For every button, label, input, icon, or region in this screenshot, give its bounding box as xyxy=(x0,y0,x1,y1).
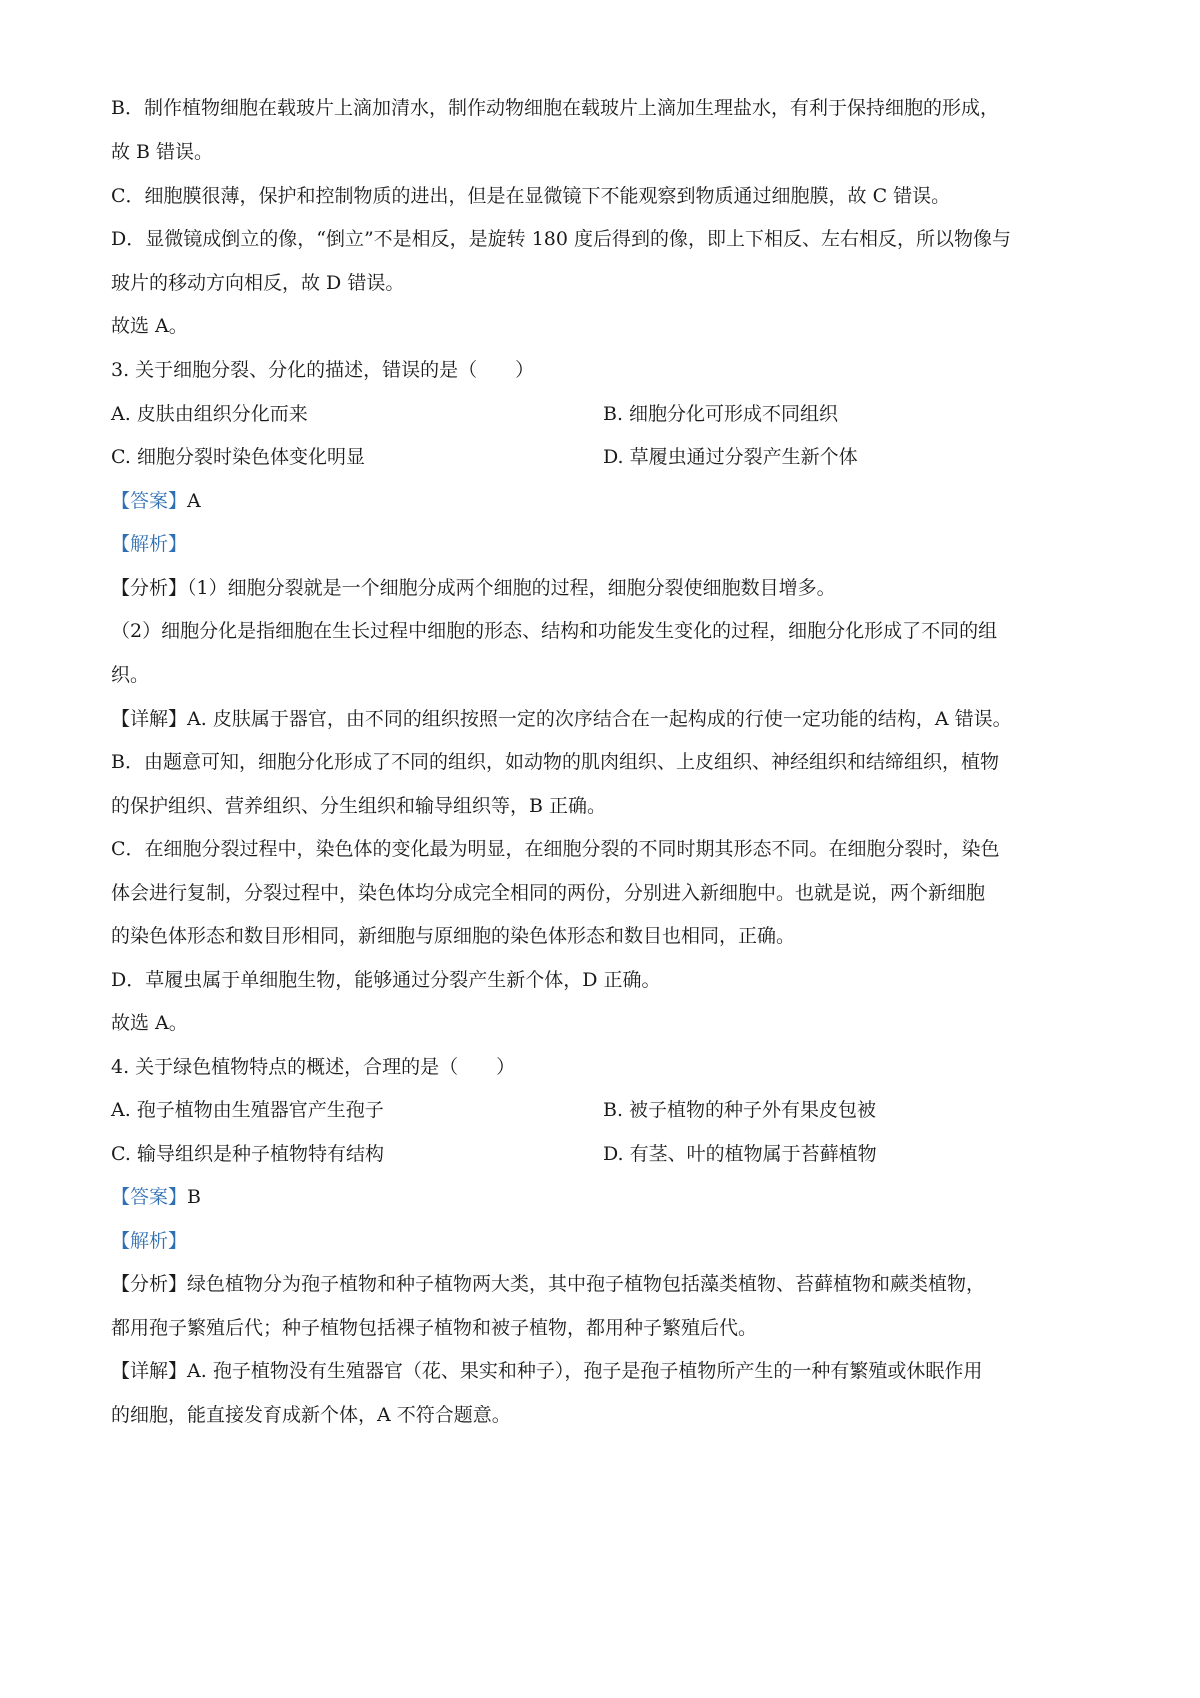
analysis-tag: 【解析】 xyxy=(111,533,188,555)
question-3-option-d: D. 草履虫通过分裂产生新个体 xyxy=(603,446,858,468)
question-4-analysis-heading xyxy=(111,1228,1096,1254)
fenxi-text: （1）细胞分裂就是一个细胞分成两个细胞的过程，细胞分裂使细胞数目增多。 xyxy=(187,577,836,599)
text-line: D．显微镜成倒立的像，“倒立”不是相反，是旋转 180 度后得到的像，即上下相反、左右相反，所以物像与 xyxy=(111,228,1012,250)
text-line: C．在细胞分裂过程中，染色体的变化最为明显，在细胞分裂的不同时期其形态不同。在细胞分裂时，染色 xyxy=(111,838,1000,860)
answer-value: A xyxy=(187,490,201,512)
text-line: 体会进行复制，分裂过程中，染色体均分成完全相同的两份，分别进入新细胞中。也就是说，两个新细胞 xyxy=(111,882,986,904)
question-4-xiangjie-cont: 的细胞，能直接发育成新个体，A 不符合题意。 xyxy=(111,1404,511,1426)
text-line: 故 B 错误。 xyxy=(111,141,214,163)
answer-tag: 【答案】 xyxy=(111,490,188,512)
question-4-xiangjie-a xyxy=(111,1358,1096,1384)
text-line: B．由题意可知，细胞分化形成了不同的组织，如动物的肌肉组织、上皮组织、神经组织和结缔组织，植物 xyxy=(111,751,999,773)
fenxi-tag: 【分析】 xyxy=(111,577,188,599)
question-4-option-b: B. 被子植物的种子外有果皮包被 xyxy=(603,1099,877,1121)
answer-tag: 【答案】 xyxy=(111,1186,188,1208)
analysis-tag: 【解析】 xyxy=(111,1230,188,1252)
question-4-option-c: C. 输导组织是种子植物特有结构 xyxy=(111,1143,384,1165)
question-3-fenxi-1 xyxy=(111,575,1096,601)
xiangjie-tag: 【详解】 xyxy=(111,708,188,730)
question-3-option-b: B. 细胞分化可形成不同组织 xyxy=(603,403,839,425)
text-line: B．制作植物细胞在载玻片上滴加清水，制作动物细胞在载玻片上滴加生理盐水，有利于保持细胞的形成， xyxy=(111,97,999,119)
fenxi-text: 绿色植物分为孢子植物和种子植物两大类，其中孢子植物包括藻类植物、苔藓植物和蕨类植物， xyxy=(187,1273,986,1295)
xiangjie-text: A. 皮肤属于器官，由不同的组织按照一定的次序结合在一起构成的行使一定功能的结构，A 错误。 xyxy=(187,708,1012,730)
answer-value: B xyxy=(187,1186,201,1208)
xiangjie-text: A. 孢子植物没有生殖器官（花、果实和种子），孢子是孢子植物所产生的一种有繁殖或休眠作用 xyxy=(187,1360,983,1382)
question-3-stem: 3. 关于细胞分裂、分化的描述，错误的是（ ） xyxy=(111,359,535,381)
text-line: 的染色体形态和数目形相同，新细胞与原细胞的染色体形态和数目也相同，正确。 xyxy=(111,925,796,947)
fenxi-tag: 【分析】 xyxy=(111,1273,188,1295)
text-line: D．草履虫属于单细胞生物，能够通过分裂产生新个体，D 正确。 xyxy=(111,969,661,991)
question-3-xiangjie-a xyxy=(111,706,1096,732)
question-4-fenxi xyxy=(111,1271,1096,1297)
question-3-answer xyxy=(111,488,1096,514)
question-4-option-a: A. 孢子植物由生殖器官产生孢子 xyxy=(111,1099,384,1121)
question-4-fenxi-cont: 都用孢子繁殖后代；种子植物包括裸子植物和被子植物，都用种子繁殖后代。 xyxy=(111,1317,758,1339)
text-line: C．细胞膜很薄，保护和控制物质的进出，但是在显微镜下不能观察到物质通过细胞膜，故 C 错误。 xyxy=(111,185,951,207)
question-3-fenxi-2-cont: 织。 xyxy=(111,664,150,686)
question-3-option-a: A. 皮肤由组织分化而来 xyxy=(111,403,308,425)
question-3-fenxi-2: （2）细胞分化是指细胞在生长过程中细胞的形态、结构和功能发生变化的过程，细胞分化形成了不同的组 xyxy=(111,620,998,642)
text-line: 故选 A。 xyxy=(111,315,188,337)
text-line: 的保护组织、营养组织、分生组织和输导组织等，B 正确。 xyxy=(111,795,607,817)
question-4-answer xyxy=(111,1184,1096,1210)
text-line: 玻片的移动方向相反，故 D 错误。 xyxy=(111,272,405,294)
question-3-analysis-heading xyxy=(111,531,1096,557)
xiangjie-tag: 【详解】 xyxy=(111,1360,188,1382)
question-4-stem: 4. 关于绿色植物特点的概述，合理的是（ ） xyxy=(111,1056,516,1078)
question-3-option-c: C. 细胞分裂时染色体变化明显 xyxy=(111,446,365,468)
question-4-option-d: D. 有茎、叶的植物属于苔藓植物 xyxy=(603,1143,877,1165)
text-line: 故选 A。 xyxy=(111,1012,188,1034)
